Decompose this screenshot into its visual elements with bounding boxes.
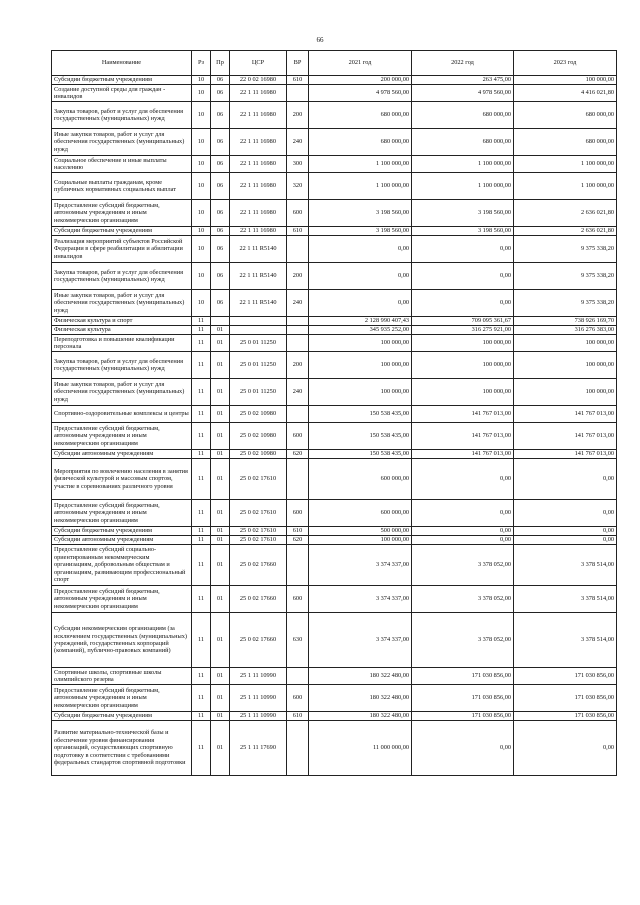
table-row	[52, 527, 617, 536]
row-value-2022: 100 000,00	[412, 379, 514, 406]
row-csr: 25 0 02 17610	[230, 500, 287, 527]
row-value-2023: 141 767 013,00	[514, 450, 617, 459]
table-row	[52, 102, 617, 129]
row-rz: 10	[192, 102, 211, 129]
row-csr: 22 1 11 16980	[230, 200, 287, 227]
row-vr: 200	[287, 352, 309, 379]
row-vr	[287, 406, 309, 423]
row-csr: 25 0 02 17610	[230, 527, 287, 536]
row-name: Предоставление субсидий бюджетным, автономным учреждениям и иным некоммерческим организациям	[52, 200, 192, 227]
row-value-2021: 0,00	[309, 236, 412, 263]
row-name: Субсидии бюджетным учреждениям	[52, 227, 192, 236]
row-rz: 11	[192, 712, 211, 721]
row-rz: 10	[192, 236, 211, 263]
row-pr: 01	[211, 721, 230, 776]
row-vr: 620	[287, 450, 309, 459]
budget-table	[51, 50, 617, 776]
row-csr: 22 1 11 16980	[230, 102, 287, 129]
row-vr: 620	[287, 536, 309, 545]
row-value-2021: 180 322 480,00	[309, 712, 412, 721]
col-header-2022: 2022 год	[412, 51, 514, 76]
row-name: Развитие материально-технической базы и обеспечение уровня финансирования организаций, осуществляющих спортивную подготовку в соответствии с требованиями федеральных стандартов спортивной подготовки	[52, 721, 192, 776]
table-row	[52, 317, 617, 326]
row-vr: 200	[287, 263, 309, 290]
table-row	[52, 236, 617, 263]
row-vr	[287, 545, 309, 586]
row-value-2023: 3 378 514,00	[514, 545, 617, 586]
row-value-2023: 3 378 514,00	[514, 613, 617, 668]
row-csr: 25 0 02 10980	[230, 423, 287, 450]
row-value-2023: 100 000,00	[514, 379, 617, 406]
row-csr: 25 0 02 10980	[230, 406, 287, 423]
row-pr: 01	[211, 586, 230, 613]
row-pr: 01	[211, 379, 230, 406]
row-value-2022: 3 378 052,00	[412, 586, 514, 613]
row-name: Реализация мероприятий субъектов Российской Федерации в сфере реабилитации и абилитации инвалидов	[52, 236, 192, 263]
row-pr: 06	[211, 236, 230, 263]
row-pr: 06	[211, 76, 230, 85]
row-csr: 22 1 11 16980	[230, 85, 287, 102]
row-value-2022: 680 000,00	[412, 129, 514, 156]
row-vr	[287, 668, 309, 685]
row-vr	[287, 335, 309, 352]
row-value-2023: 100 000,00	[514, 76, 617, 85]
table-row	[52, 227, 617, 236]
row-vr	[287, 721, 309, 776]
row-name: Субсидии бюджетным учреждениям	[52, 76, 192, 85]
row-rz: 11	[192, 326, 211, 335]
row-pr: 06	[211, 102, 230, 129]
row-value-2023: 0,00	[514, 527, 617, 536]
row-vr	[287, 236, 309, 263]
row-vr: 600	[287, 200, 309, 227]
row-pr: 01	[211, 326, 230, 335]
row-value-2021: 345 935 252,00	[309, 326, 412, 335]
row-name: Спортивно-оздоровительные комплексы и центры	[52, 406, 192, 423]
row-vr: 320	[287, 173, 309, 200]
row-value-2021: 100 000,00	[309, 536, 412, 545]
row-value-2022: 3 198 560,00	[412, 200, 514, 227]
row-csr: 25 0 02 17660	[230, 545, 287, 586]
row-csr: 25 0 02 17660	[230, 586, 287, 613]
row-csr: 22 1 11 R5140	[230, 236, 287, 263]
row-value-2021: 3 198 560,00	[309, 227, 412, 236]
table-row	[52, 586, 617, 613]
row-name: Создание доступной среды для граждан - инвалидов	[52, 85, 192, 102]
row-name: Предоставление субсидий бюджетным, автономным учреждениям и иным некоммерческим организациям	[52, 423, 192, 450]
table-row	[52, 721, 617, 776]
col-header-pr: Пр	[211, 51, 230, 76]
row-vr: 600	[287, 500, 309, 527]
row-value-2023: 2 636 021,80	[514, 200, 617, 227]
row-value-2021: 1 100 000,00	[309, 173, 412, 200]
row-value-2021: 680 000,00	[309, 129, 412, 156]
row-value-2023: 316 276 383,00	[514, 326, 617, 335]
row-rz: 11	[192, 352, 211, 379]
row-value-2022: 0,00	[412, 500, 514, 527]
table-row	[52, 545, 617, 586]
table-row	[52, 423, 617, 450]
row-value-2022: 0,00	[412, 721, 514, 776]
row-value-2021: 150 538 435,00	[309, 450, 412, 459]
table-row	[52, 290, 617, 317]
row-pr	[211, 317, 230, 326]
row-csr: 25 1 11 10990	[230, 685, 287, 712]
table-row	[52, 536, 617, 545]
row-value-2021: 150 538 435,00	[309, 423, 412, 450]
row-value-2023: 1 100 000,00	[514, 173, 617, 200]
table-row	[52, 712, 617, 721]
row-value-2023: 3 378 514,00	[514, 586, 617, 613]
row-rz: 10	[192, 227, 211, 236]
row-value-2023: 680 000,00	[514, 102, 617, 129]
row-pr: 01	[211, 406, 230, 423]
row-value-2021: 0,00	[309, 290, 412, 317]
table-body	[52, 76, 617, 776]
row-value-2022: 3 378 052,00	[412, 545, 514, 586]
row-vr: 630	[287, 613, 309, 668]
row-csr: 22 1 11 16980	[230, 156, 287, 173]
row-value-2023: 9 375 338,20	[514, 290, 617, 317]
table-row	[52, 76, 617, 85]
row-value-2021: 680 000,00	[309, 102, 412, 129]
row-csr: 22 0 02 16980	[230, 76, 287, 85]
row-value-2023: 100 000,00	[514, 352, 617, 379]
row-pr: 01	[211, 352, 230, 379]
row-vr: 240	[287, 129, 309, 156]
row-name: Иные закупки товаров, работ и услуг для обеспечения государственных (муниципальных) нужд	[52, 290, 192, 317]
row-value-2021: 11 000 000,00	[309, 721, 412, 776]
row-value-2021: 200 000,00	[309, 76, 412, 85]
row-name: Иные закупки товаров, работ и услуг для обеспечения государственных (муниципальных) нужд	[52, 379, 192, 406]
row-csr: 25 0 01 11250	[230, 352, 287, 379]
table-row	[52, 450, 617, 459]
row-value-2023: 0,00	[514, 459, 617, 500]
row-pr: 06	[211, 263, 230, 290]
row-rz: 11	[192, 586, 211, 613]
row-value-2021: 150 538 435,00	[309, 406, 412, 423]
row-value-2022: 3 198 560,00	[412, 227, 514, 236]
row-rz: 11	[192, 721, 211, 776]
row-name: Социальные выплаты гражданам, кроме публичных нормативных социальных выплат	[52, 173, 192, 200]
table-row	[52, 668, 617, 685]
row-value-2021: 3 374 337,00	[309, 545, 412, 586]
table-row	[52, 156, 617, 173]
row-name: Переподготовка и повышение квалификации персонала	[52, 335, 192, 352]
row-value-2021: 100 000,00	[309, 379, 412, 406]
row-name: Субсидии бюджетным учреждениям	[52, 527, 192, 536]
row-name: Физическая культура	[52, 326, 192, 335]
table-row	[52, 500, 617, 527]
row-csr: 22 1 11 16980	[230, 227, 287, 236]
row-value-2022: 0,00	[412, 459, 514, 500]
row-value-2021: 180 322 480,00	[309, 685, 412, 712]
row-pr: 01	[211, 545, 230, 586]
row-csr: 25 0 02 10980	[230, 450, 287, 459]
table-row	[52, 406, 617, 423]
row-value-2021: 600 000,00	[309, 459, 412, 500]
row-csr: 22 1 11 16980	[230, 173, 287, 200]
row-rz: 11	[192, 545, 211, 586]
row-name: Закупка товаров, работ и услуг для обеспечения государственных (муниципальных) нужд	[52, 263, 192, 290]
row-rz: 10	[192, 85, 211, 102]
row-name: Предоставление субсидий социально-ориентированным некоммерческим организациям, добровольным обществам и организациям, развивающим профессиональный спорт	[52, 545, 192, 586]
table-row	[52, 685, 617, 712]
page-number: 66	[316, 36, 324, 44]
row-value-2021: 180 322 480,00	[309, 668, 412, 685]
row-pr: 01	[211, 613, 230, 668]
col-header-rz: Рз	[192, 51, 211, 76]
table-row	[52, 459, 617, 500]
row-pr: 06	[211, 129, 230, 156]
row-value-2023: 0,00	[514, 721, 617, 776]
row-value-2022: 141 767 013,00	[412, 406, 514, 423]
row-value-2022: 100 000,00	[412, 335, 514, 352]
row-value-2023: 141 767 013,00	[514, 406, 617, 423]
row-value-2021: 2 128 990 407,43	[309, 317, 412, 326]
row-csr	[230, 317, 287, 326]
row-name: Субсидии некоммерческим организациям (за исключением государственных (муниципальных) учреждений, государственных корпораций (компаний), публично-правовых компаний)	[52, 613, 192, 668]
row-csr	[230, 326, 287, 335]
row-value-2023: 171 030 856,00	[514, 712, 617, 721]
row-vr: 610	[287, 527, 309, 536]
row-csr: 25 1 11 10990	[230, 712, 287, 721]
row-vr: 600	[287, 586, 309, 613]
row-csr: 25 0 01 11250	[230, 335, 287, 352]
row-csr: 25 1 11 10990	[230, 668, 287, 685]
row-vr	[287, 459, 309, 500]
row-pr: 01	[211, 450, 230, 459]
row-rz: 11	[192, 423, 211, 450]
row-rz: 11	[192, 317, 211, 326]
row-value-2021: 100 000,00	[309, 335, 412, 352]
row-rz: 10	[192, 200, 211, 227]
row-value-2022: 171 030 856,00	[412, 668, 514, 685]
row-name: Субсидии автономным учреждениям	[52, 450, 192, 459]
row-rz: 11	[192, 668, 211, 685]
row-csr: 22 1 11 R5140	[230, 290, 287, 317]
row-vr	[287, 85, 309, 102]
row-name: Субсидии бюджетным учреждениям	[52, 712, 192, 721]
row-value-2022: 1 100 000,00	[412, 173, 514, 200]
row-rz: 11	[192, 450, 211, 459]
row-vr: 600	[287, 685, 309, 712]
row-name: Предоставление субсидий бюджетным, автономным учреждениям и иным некоммерческим организациям	[52, 500, 192, 527]
row-rz: 10	[192, 129, 211, 156]
row-vr: 600	[287, 423, 309, 450]
row-value-2023: 141 767 013,00	[514, 423, 617, 450]
row-value-2022: 316 275 921,00	[412, 326, 514, 335]
row-pr: 01	[211, 527, 230, 536]
row-csr: 25 0 02 17610	[230, 536, 287, 545]
table-row	[52, 326, 617, 335]
row-value-2021: 1 100 000,00	[309, 156, 412, 173]
row-pr: 06	[211, 85, 230, 102]
table-row	[52, 335, 617, 352]
col-header-csr: ЦСР	[230, 51, 287, 76]
row-csr: 22 1 11 16980	[230, 129, 287, 156]
row-value-2023: 171 030 856,00	[514, 685, 617, 712]
row-pr: 06	[211, 173, 230, 200]
row-name: Предоставление субсидий бюджетным, автономным учреждениям и иным некоммерческим организациям	[52, 586, 192, 613]
row-name: Субсидии автономным учреждениям	[52, 536, 192, 545]
table-row	[52, 85, 617, 102]
row-value-2021: 600 000,00	[309, 500, 412, 527]
table-row	[52, 613, 617, 668]
row-vr: 240	[287, 379, 309, 406]
table-row	[52, 379, 617, 406]
row-vr	[287, 326, 309, 335]
row-value-2023: 9 375 338,20	[514, 236, 617, 263]
row-value-2022: 0,00	[412, 536, 514, 545]
row-pr: 06	[211, 227, 230, 236]
row-value-2022: 0,00	[412, 290, 514, 317]
row-vr: 610	[287, 712, 309, 721]
row-pr: 06	[211, 156, 230, 173]
row-rz: 10	[192, 173, 211, 200]
row-rz: 10	[192, 76, 211, 85]
row-vr	[287, 317, 309, 326]
table-row	[52, 263, 617, 290]
row-pr: 01	[211, 712, 230, 721]
row-value-2022: 0,00	[412, 263, 514, 290]
row-value-2021: 3 374 337,00	[309, 613, 412, 668]
row-rz: 11	[192, 613, 211, 668]
row-pr: 01	[211, 423, 230, 450]
row-name: Социальное обеспечение и иные выплаты населению	[52, 156, 192, 173]
row-value-2023: 100 000,00	[514, 335, 617, 352]
row-csr: 25 0 02 17610	[230, 459, 287, 500]
row-csr: 25 1 11 17690	[230, 721, 287, 776]
row-value-2022: 263 475,00	[412, 76, 514, 85]
row-value-2022: 0,00	[412, 236, 514, 263]
row-value-2023: 0,00	[514, 500, 617, 527]
row-pr: 01	[211, 536, 230, 545]
row-value-2021: 4 978 560,00	[309, 85, 412, 102]
col-header-2021: 2021 год	[309, 51, 412, 76]
table-row	[52, 129, 617, 156]
row-value-2022: 4 978 560,00	[412, 85, 514, 102]
row-value-2022: 0,00	[412, 527, 514, 536]
table-row	[52, 173, 617, 200]
row-value-2023: 680 000,00	[514, 129, 617, 156]
row-value-2021: 100 000,00	[309, 352, 412, 379]
col-header-vr: ВР	[287, 51, 309, 76]
row-value-2023: 171 030 856,00	[514, 668, 617, 685]
row-value-2022: 141 767 013,00	[412, 450, 514, 459]
row-rz: 11	[192, 335, 211, 352]
row-value-2022: 171 030 856,00	[412, 712, 514, 721]
row-name: Закупка товаров, работ и услуг для обеспечения государственных (муниципальных) нужд	[52, 352, 192, 379]
row-csr: 25 0 01 11250	[230, 379, 287, 406]
row-name: Закупка товаров, работ и услуг для обеспечения государственных (муниципальных) нужд	[52, 102, 192, 129]
row-pr: 01	[211, 335, 230, 352]
row-value-2021: 0,00	[309, 263, 412, 290]
row-pr: 06	[211, 290, 230, 317]
row-vr: 200	[287, 102, 309, 129]
row-rz: 10	[192, 290, 211, 317]
row-rz: 11	[192, 379, 211, 406]
row-name: Иные закупки товаров, работ и услуг для обеспечения государственных (муниципальных) нужд	[52, 129, 192, 156]
row-rz: 11	[192, 527, 211, 536]
row-pr: 06	[211, 200, 230, 227]
row-vr: 610	[287, 76, 309, 85]
row-value-2022: 1 100 000,00	[412, 156, 514, 173]
row-value-2023: 2 636 021,80	[514, 227, 617, 236]
row-rz: 11	[192, 500, 211, 527]
row-value-2022: 3 378 052,00	[412, 613, 514, 668]
row-name: Физическая культура и спорт	[52, 317, 192, 326]
row-value-2023: 738 926 169,70	[514, 317, 617, 326]
row-value-2023: 0,00	[514, 536, 617, 545]
header-row	[52, 51, 617, 76]
row-rz: 10	[192, 156, 211, 173]
row-csr: 25 0 02 17660	[230, 613, 287, 668]
row-value-2023: 9 375 338,20	[514, 263, 617, 290]
row-rz: 11	[192, 536, 211, 545]
row-value-2021: 500 000,00	[309, 527, 412, 536]
row-value-2022: 709 095 361,67	[412, 317, 514, 326]
col-header-name: Наименование	[52, 51, 192, 76]
row-vr: 610	[287, 227, 309, 236]
row-rz: 10	[192, 263, 211, 290]
row-pr: 01	[211, 500, 230, 527]
row-rz: 11	[192, 685, 211, 712]
table-row	[52, 352, 617, 379]
row-value-2021: 3 198 560,00	[309, 200, 412, 227]
row-value-2022: 680 000,00	[412, 102, 514, 129]
row-value-2023: 4 416 021,80	[514, 85, 617, 102]
row-pr: 01	[211, 685, 230, 712]
table-row	[52, 200, 617, 227]
row-value-2022: 100 000,00	[412, 352, 514, 379]
row-vr: 240	[287, 290, 309, 317]
row-rz: 11	[192, 459, 211, 500]
row-pr: 01	[211, 459, 230, 500]
row-name: Предоставление субсидий бюджетным, автономным учреждениям и иным некоммерческим организациям	[52, 685, 192, 712]
row-name: Мероприятия по вовлечению населения в занятия физической культурой и массовым спортом, участие в соревнованиях различного уровня	[52, 459, 192, 500]
row-vr: 300	[287, 156, 309, 173]
row-pr: 01	[211, 668, 230, 685]
row-name: Спортивные школы, спортивные школы олимпийского резерва	[52, 668, 192, 685]
row-value-2023: 1 100 000,00	[514, 156, 617, 173]
col-header-2023: 2023 год	[514, 51, 617, 76]
row-csr: 22 1 11 R5140	[230, 263, 287, 290]
row-rz: 11	[192, 406, 211, 423]
row-value-2021: 3 374 337,00	[309, 586, 412, 613]
row-value-2022: 141 767 013,00	[412, 423, 514, 450]
row-value-2022: 171 030 856,00	[412, 685, 514, 712]
